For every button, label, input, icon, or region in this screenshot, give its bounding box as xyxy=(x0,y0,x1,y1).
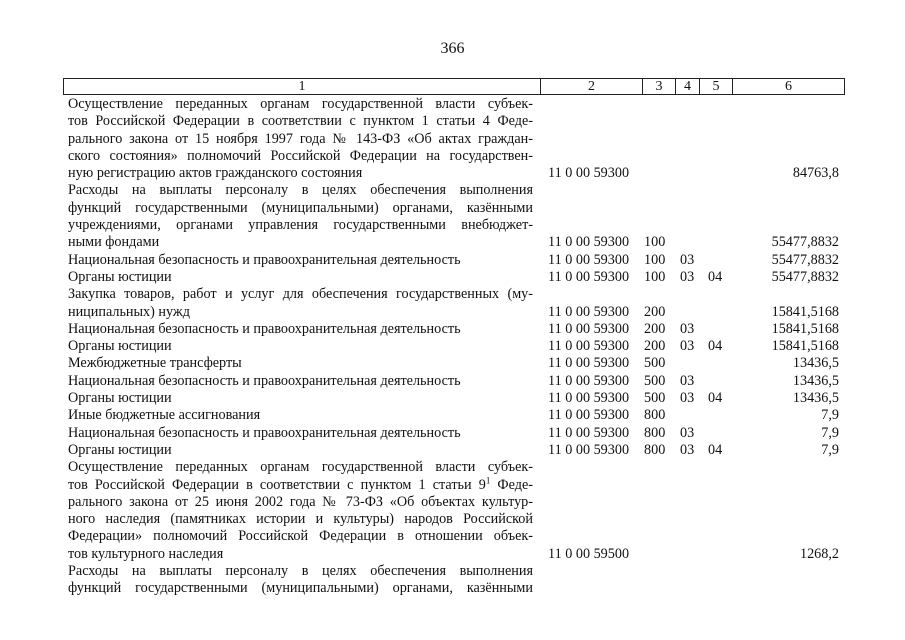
amount-value: 13436,5 xyxy=(792,355,839,372)
target-article-code: 11 0 00 59300 xyxy=(548,165,630,182)
expense-type-code: 100 xyxy=(644,234,666,251)
description-line: Федерации» полномочий Российской Федерации в отношении объек- xyxy=(68,528,533,545)
target-article-code: 11 0 00 59300 xyxy=(548,320,630,337)
target-article-code: 11 0 00 59300 xyxy=(548,390,630,407)
row-description xyxy=(68,252,533,269)
description-line: Расходы на выплаты персоналу в целях обеспечения выполнения xyxy=(68,182,533,199)
table-row xyxy=(0,373,905,390)
description-line: рального закона от 25 июня 2002 года № 73-ФЗ «Об объектах культур- xyxy=(68,493,533,510)
row-description xyxy=(68,407,533,424)
description-line: тов культурного наследия xyxy=(68,545,224,562)
description-line: Межбюджетные трансферты xyxy=(68,355,242,372)
header-col-3: 3 xyxy=(642,79,675,94)
expense-type-code: 100 xyxy=(644,268,666,285)
section-code: 03 xyxy=(680,338,695,355)
row-description xyxy=(68,563,533,598)
table-row xyxy=(0,321,905,338)
section-code: 03 xyxy=(680,372,695,389)
description-line: рального закона от 15 ноября 1997 года № 143-ФЗ «Об актах граждан- xyxy=(68,130,533,147)
amount-value: 7,9 xyxy=(821,407,839,424)
header-col-5: 5 xyxy=(699,79,732,94)
section-code: 03 xyxy=(680,390,695,407)
amount-value: 15841,5168 xyxy=(771,338,839,355)
description-line xyxy=(68,474,533,494)
row-description xyxy=(68,459,533,563)
amount-value: 15841,5168 xyxy=(771,303,839,320)
expense-type-code: 200 xyxy=(644,320,666,337)
amount-value: 55477,8832 xyxy=(771,234,839,251)
table-row xyxy=(0,182,905,251)
header-col-4: 4 xyxy=(675,79,699,94)
expense-type-code: 800 xyxy=(644,441,666,458)
section-code: 03 xyxy=(680,251,695,268)
row-description xyxy=(68,425,533,442)
description-line: ниципальных) нужд xyxy=(68,303,190,320)
row-description xyxy=(68,355,533,372)
table-row xyxy=(0,96,905,182)
section-code: 03 xyxy=(680,320,695,337)
description-line: Расходы на выплаты персоналу в целях обеспечения выполнения xyxy=(68,563,533,580)
target-article-code: 11 0 00 59300 xyxy=(548,441,630,458)
table-row xyxy=(0,407,905,424)
description-line-text: тов Российской Федерации в соответствии с пунктом 1 статьи 9 xyxy=(68,476,486,493)
description-line: ную регистрацию актов гражданского состояния xyxy=(68,165,363,182)
description-line: ными фондами xyxy=(68,234,160,251)
row-description xyxy=(68,338,533,355)
header-col-6: 6 xyxy=(732,79,844,94)
target-article-code: 11 0 00 59300 xyxy=(548,338,630,355)
target-article-code: 11 0 00 59300 xyxy=(548,407,630,424)
description-line: Закупка товаров, работ и услуг для обеспечения государственных (му- xyxy=(68,286,533,303)
description-line: Национальная безопасность и правоохранительная деятельность xyxy=(68,424,461,441)
expense-type-code: 800 xyxy=(644,407,666,424)
table-row xyxy=(0,252,905,269)
row-description xyxy=(68,286,533,321)
table-row xyxy=(0,269,905,286)
target-article-code: 11 0 00 59300 xyxy=(548,234,630,251)
description-line: Национальная безопасность и правоохранительная деятельность xyxy=(68,320,461,337)
table-row xyxy=(0,338,905,355)
amount-value: 55477,8832 xyxy=(771,268,839,285)
table-row xyxy=(0,355,905,372)
description-line: Иные бюджетные ассигнования xyxy=(68,407,261,424)
row-description xyxy=(68,390,533,407)
description-line: Органы юстиции xyxy=(68,441,172,458)
amount-value: 7,9 xyxy=(821,424,839,441)
description-line: ского состояния» полномочий Российской Федерации на государствен- xyxy=(68,147,533,164)
description-line: Органы юстиции xyxy=(68,268,172,285)
row-description xyxy=(68,96,533,182)
amount-value: 13436,5 xyxy=(792,390,839,407)
expense-type-code: 200 xyxy=(644,338,666,355)
amount-value: 55477,8832 xyxy=(771,251,839,268)
row-description xyxy=(68,321,533,338)
expense-type-code: 800 xyxy=(644,424,666,441)
expense-type-code: 200 xyxy=(644,303,666,320)
table-header xyxy=(63,78,845,95)
description-line: учреждениями, органами управления государственными внебюджет- xyxy=(68,217,533,234)
target-article-code: 11 0 00 59500 xyxy=(548,545,630,562)
amount-value: 1268,2 xyxy=(799,545,839,562)
amount-value: 7,9 xyxy=(821,441,839,458)
description-line: тов Российской Федерации в соответствии с пунктом 1 статьи 4 Феде- xyxy=(68,113,533,130)
description-line: Органы юстиции xyxy=(68,338,172,355)
expense-type-code: 500 xyxy=(644,355,666,372)
description-line: Осуществление переданных органам государственной власти субъек- xyxy=(68,459,533,476)
description-line: Осуществление переданных органам государственной власти субъек- xyxy=(68,96,533,112)
header-col-2: 2 xyxy=(540,79,642,94)
expense-type-code: 500 xyxy=(644,372,666,389)
section-code: 03 xyxy=(680,424,695,441)
table-row xyxy=(0,425,905,442)
table-row xyxy=(0,286,905,321)
target-article-code: 11 0 00 59300 xyxy=(548,268,630,285)
description-line: функций государственными (муниципальными) органами, казёнными xyxy=(68,199,533,216)
description-line: функций государственными (муниципальными) органами, казёнными xyxy=(68,580,533,597)
section-code: 03 xyxy=(680,268,695,285)
expense-type-code: 100 xyxy=(644,251,666,268)
amount-value: 84763,8 xyxy=(792,165,839,182)
subsection-code: 04 xyxy=(708,268,723,285)
amount-value: 13436,5 xyxy=(792,372,839,389)
header-col-1: 1 xyxy=(298,79,306,94)
subsection-code: 04 xyxy=(708,338,723,355)
description-line-continuation: Феде- xyxy=(490,476,533,493)
page-number: 366 xyxy=(440,40,465,57)
amount-value: 15841,5168 xyxy=(771,320,839,337)
section-code: 03 xyxy=(680,441,695,458)
description-line: Национальная безопасность и правоохранительная деятельность xyxy=(68,372,461,389)
subsection-code: 04 xyxy=(708,441,723,458)
table-body xyxy=(0,96,905,598)
expense-type-code: 500 xyxy=(644,390,666,407)
target-article-code: 11 0 00 59300 xyxy=(548,372,630,389)
table-row xyxy=(0,390,905,407)
description-line: ного наследия (памятниках истории и культуры) народов Российской xyxy=(68,511,533,528)
table-row xyxy=(0,459,905,563)
target-article-code: 11 0 00 59300 xyxy=(548,424,630,441)
target-article-code: 11 0 00 59300 xyxy=(548,303,630,320)
row-description xyxy=(68,269,533,286)
row-description xyxy=(68,442,533,459)
target-article-code: 11 0 00 59300 xyxy=(548,355,630,372)
description-line: Национальная безопасность и правоохранительная деятельность xyxy=(68,251,461,268)
table-row xyxy=(0,563,905,598)
subsection-code: 04 xyxy=(708,390,723,407)
description-line: Органы юстиции xyxy=(68,390,172,407)
row-description xyxy=(68,182,533,251)
row-description xyxy=(68,373,533,390)
table-row xyxy=(0,442,905,459)
target-article-code: 11 0 00 59300 xyxy=(548,251,630,268)
footnote-superscript: 1 xyxy=(485,474,491,485)
